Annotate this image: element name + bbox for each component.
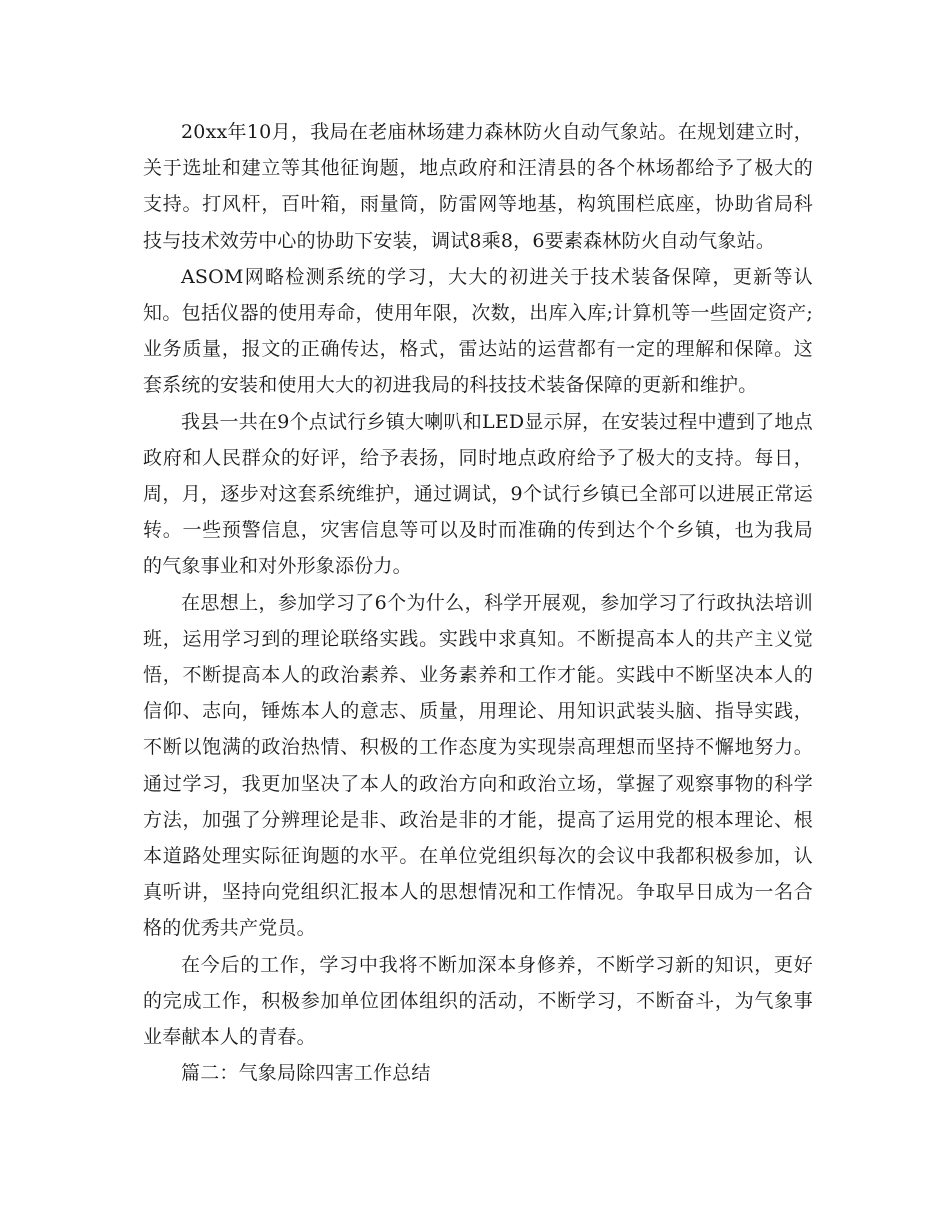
paragraph-future-work: 在今后的工作，学习中我将不断加深本身修养，不断学习新的知识，更好的完成工作，积极参加单位团体组织的活动，不断学习，不断奋斗，为气象事业奉献本人的青春。: [143, 953, 813, 1049]
paragraph-asom-system: ASOM网略检测系统的学习，大大的初进关于技术装备保障，更新等认知。包括仪器的使用寿命，使用年限，次数，出库入库;计算机等一些固定资产;业务质量，报文的正确传达，格式，雷达站的运营都有一定的理解和保障。这套系统的安装和使用大大的初进我局的科技技术装备保障的更新和维护。: [143, 265, 813, 397]
paragraph-loudspeaker-led: 我县一共在9个点试行乡镇大喇叭和LED显示屏，在安装过程中遭到了地点政府和人民群众的好评，给予表扬，同时地点政府给予了极大的支持。每日，周，月，逐步对这套系统维护，通过调试，9个试行乡镇已全部可以进展正常运转。一些预警信息，灾害信息等可以及时而准确的传到达个个乡镇，也为我局的气象事业和对外形象添份力。: [143, 410, 813, 578]
section-heading: 篇二：气象局除四害工作总结: [181, 1062, 431, 1085]
document-body: [143, 114, 813, 1091]
paragraph-weather-station: 20xx年10月，我局在老庙林场建力森林防火自动气象站。在规划建立时，关于选址和建立等其他征询题，地点政府和汪清县的各个林场都给予了极大的支持。打风杆，百叶箱，雨量筒，防雷网等地基，构筑围栏底座，协助省局科技与技术效劳中心的协助下安装，调试8乘8，6要素森林防火自动气象站。: [143, 121, 813, 252]
paragraph-ideology-study: 在思想上，参加学习了6个为什么，科学开展观，参加学习了行政执法培训班，运用学习到的理论联络实践。实践中求真知。不断提高本人的共产主义觉悟，不断提高本人的政治素养、业务素养和工作才能。实践中不断坚决本人的信仰、志向，锤炼本人的意志、质量，用理论、用知识武装头脑、指导实践，不断以饱满的政治热情、积极的工作态度为实现崇高理想而坚持不懈地努力。通过学习，我更加坚决了本人的政治方向和政治立场，掌握了观察事物的科学方法，加强了分辨理论是非、政治是非的才能，提高了运用党的根本理论、根本道路处理实际征询题的水平。在单位党组织每次的会议中我都积极参加，认真听讲，坚持向党组织汇报本人的思想情况和工作情况。争取早日成为一名合格的优秀共产党员。: [143, 591, 813, 940]
